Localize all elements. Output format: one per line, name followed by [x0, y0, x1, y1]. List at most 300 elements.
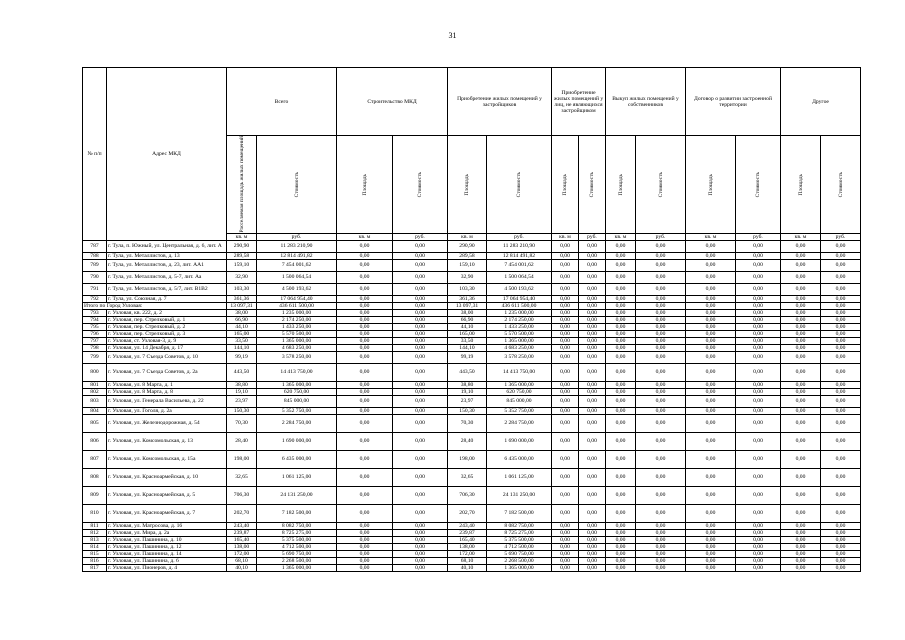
cell-b2: 0,00 [393, 543, 448, 550]
header-sub-2 [337, 136, 393, 234]
cell-zero: 0,00 [781, 344, 821, 351]
cell-area: 198,00 [227, 450, 257, 468]
cell-zero: 0,00 [636, 522, 686, 529]
cell-area: 66,90 [227, 316, 257, 323]
cell-c2: 12 814 491,82 [487, 252, 552, 259]
table-row [83, 388, 861, 395]
cell-zero: 0,00 [781, 486, 821, 504]
table-row [83, 414, 861, 432]
cell-zero: 0,00 [552, 414, 579, 432]
cell-c2: 845 000,00 [487, 395, 552, 407]
cell-zero: 0,00 [821, 344, 861, 351]
header-sub-label: Стоимость [293, 171, 300, 197]
cell-n: 789 [83, 259, 107, 271]
cell-zero: 0,00 [606, 395, 636, 407]
cell-a: г. Узловая, ул. 14 Декабря, д. 17 [107, 344, 227, 351]
cell-zero: 0,00 [781, 240, 821, 252]
header-unit: руб. [257, 233, 337, 240]
cell-zero: 0,00 [781, 337, 821, 344]
cell-a: г. Узловая, пер. Стрелковый, д. 3 [107, 330, 227, 337]
cell-cost: 8 082 750,00 [257, 522, 337, 529]
cell-zero: 0,00 [552, 240, 579, 252]
cell-b1: 0,00 [337, 271, 393, 283]
cell-c1: 706,30 [448, 486, 487, 504]
cell-zero: 0,00 [821, 252, 861, 259]
cell-zero: 0,00 [781, 557, 821, 564]
cell-c1: 32,65 [448, 468, 487, 486]
cell-zero: 0,00 [821, 302, 861, 309]
cell-zero: 0,00 [781, 550, 821, 557]
table-row [83, 550, 861, 557]
header-unit: кв. м [686, 233, 736, 240]
cell-zero: 0,00 [736, 259, 781, 271]
cell-zero: 0,00 [821, 295, 861, 302]
cell-zero: 0,00 [579, 486, 606, 504]
cell-zero: 0,00 [552, 486, 579, 504]
cell-zero: 0,00 [821, 388, 861, 395]
cell-a: г. Узловая, пер. Стрелковый, д. 2 [107, 323, 227, 330]
cell-c2: 11 283 210,90 [487, 240, 552, 252]
cell-zero: 0,00 [552, 302, 579, 309]
header-unit: кв. м [337, 233, 393, 240]
cell-zero: 0,00 [606, 344, 636, 351]
cell-zero: 0,00 [606, 536, 636, 543]
cell-c2: 5 690 750,00 [487, 550, 552, 557]
cell-cost: 1 690 000,00 [257, 432, 337, 450]
cell-b1: 0,00 [337, 283, 393, 295]
cell-zero: 0,00 [579, 522, 606, 529]
cell-b2: 0,00 [393, 351, 448, 363]
cell-a: г. Узловая, ул. Пашинина, д. 10 [107, 536, 227, 543]
cell-zero: 0,00 [736, 432, 781, 450]
cell-c2: 620 750,00 [487, 388, 552, 395]
cell-zero: 0,00 [606, 330, 636, 337]
cell-zero: 0,00 [686, 323, 736, 330]
cell-a: г. Узловая, пер. Стрелковый, д. 1 [107, 316, 227, 323]
cell-zero: 0,00 [781, 468, 821, 486]
cell-zero: 0,00 [736, 564, 781, 571]
header-sub-label: Стоимость [516, 171, 522, 197]
cell-b1: 0,00 [337, 536, 393, 543]
cell-zero: 0,00 [821, 363, 861, 381]
cell-cost: 845 000,00 [257, 395, 337, 407]
table-row [83, 283, 861, 295]
cell-c1: 198,00 [448, 450, 487, 468]
cell-n: 795 [83, 323, 107, 330]
cell-c1: 239,87 [448, 529, 487, 536]
cell-zero: 0,00 [606, 302, 636, 309]
cell-zero: 0,00 [736, 450, 781, 468]
cell-c2: 2 268 500,00 [487, 557, 552, 564]
cell-a: г. Тула, ул. Металлистов, д. 5/7, лит. В1В2 [107, 283, 227, 295]
header-sub-13 [821, 136, 861, 234]
cell-zero: 0,00 [821, 468, 861, 486]
cell-b1: 0,00 [337, 414, 393, 432]
header-num: № п/п [83, 68, 107, 241]
cell-area: 40,10 [227, 564, 257, 571]
cell-zero: 0,00 [579, 450, 606, 468]
cell-n: 802 [83, 388, 107, 395]
cell-area: 243,40 [227, 522, 257, 529]
cell-zero: 0,00 [552, 344, 579, 351]
table-row [83, 240, 861, 252]
cell-zero: 0,00 [821, 543, 861, 550]
cell-zero: 0,00 [579, 309, 606, 316]
cell-zero: 0,00 [736, 468, 781, 486]
cell-a: г. Узловая, ул. 7 Съезда Советов, д. 2а [107, 363, 227, 381]
cell-zero: 0,00 [736, 522, 781, 529]
header-sub-label: Площадь [617, 173, 624, 195]
cell-zero: 0,00 [579, 564, 606, 571]
cell-b2: 0,00 [393, 330, 448, 337]
cell-b2: 0,00 [393, 414, 448, 432]
cell-zero: 0,00 [686, 564, 736, 571]
cell-zero: 0,00 [821, 395, 861, 407]
cell-n: 803 [83, 395, 107, 407]
cell-b1: 0,00 [337, 529, 393, 536]
cell-zero: 0,00 [736, 388, 781, 395]
cell-c2: 4 500 193,62 [487, 283, 552, 295]
cell-zero: 0,00 [636, 550, 686, 557]
cell-zero: 0,00 [821, 330, 861, 337]
cell-n: 813 [83, 536, 107, 543]
cell-b1: 0,00 [337, 309, 393, 316]
cell-zero: 0,00 [552, 450, 579, 468]
table-row [83, 271, 861, 283]
table-row [83, 252, 861, 259]
cell-b1: 0,00 [337, 550, 393, 557]
cell-zero: 0,00 [552, 309, 579, 316]
cell-zero: 0,00 [821, 432, 861, 450]
cell-zero: 0,00 [579, 550, 606, 557]
cell-cost: 11 283 210,90 [257, 240, 337, 252]
cell-b2: 0,00 [393, 259, 448, 271]
cell-c1: 159,10 [448, 259, 487, 271]
cell-b2: 0,00 [393, 564, 448, 571]
cell-b1: 0,00 [337, 330, 393, 337]
cell-zero: 0,00 [636, 529, 686, 536]
cell-zero: 0,00 [686, 309, 736, 316]
cell-c2: 1 433 250,00 [487, 323, 552, 330]
cell-c1: 38,80 [448, 381, 487, 388]
cell-zero: 0,00 [552, 381, 579, 388]
cell-zero: 0,00 [579, 302, 606, 309]
header-unit: кв. м [606, 233, 636, 240]
cell-b1: 0,00 [337, 522, 393, 529]
cell-zero: 0,00 [606, 564, 636, 571]
header-group-developers: Приобретение жилых помещений у застройщиков [448, 68, 552, 136]
cell-zero: 0,00 [606, 543, 636, 550]
cell-zero: 0,00 [781, 283, 821, 295]
cell-zero: 0,00 [821, 323, 861, 330]
cell-area: 239,87 [227, 529, 257, 536]
cell-zero: 0,00 [821, 522, 861, 529]
cell-zero: 0,00 [736, 252, 781, 259]
cell-zero: 0,00 [821, 271, 861, 283]
cell-zero: 0,00 [781, 309, 821, 316]
cell-a: г. Узловая, ул. Красноармейская, д. 10 [107, 468, 227, 486]
cell-zero: 0,00 [552, 295, 579, 302]
header-unit: руб. [487, 233, 552, 240]
cell-area: 138,00 [227, 543, 257, 550]
cell-area: 159,10 [227, 259, 257, 271]
cell-c1: 44,10 [448, 323, 487, 330]
cell-cost: 12 814 491,82 [257, 252, 337, 259]
cell-n: 817 [83, 564, 107, 571]
cell-zero: 0,00 [606, 529, 636, 536]
cell-c2: 436 611 500,00 [487, 302, 552, 309]
cell-zero: 0,00 [821, 564, 861, 571]
header-unit: кв. м [448, 233, 487, 240]
cell-zero: 0,00 [552, 363, 579, 381]
cell-b2: 0,00 [393, 388, 448, 395]
table-row [83, 323, 861, 330]
cell-a: г. Узловая, ул. Пашинина, д. 6 [107, 557, 227, 564]
cell-area: 13 097,31 [227, 302, 257, 309]
cell-cost: 2 174 250,00 [257, 316, 337, 323]
cell-n: 797 [83, 337, 107, 344]
header-sub-11 [736, 136, 781, 234]
header-sub-label: Стоимость [657, 171, 664, 197]
cell-c1: 33,50 [448, 337, 487, 344]
cell-cost: 1 235 000,00 [257, 309, 337, 316]
cell-zero: 0,00 [736, 271, 781, 283]
cell-zero: 0,00 [552, 536, 579, 543]
cell-c2: 17 064 954,40 [487, 295, 552, 302]
cell-b1: 0,00 [337, 252, 393, 259]
cell-a: г. Узловая, ул. Железнодорожная, д. 54 [107, 414, 227, 432]
cell-b1: 0,00 [337, 557, 393, 564]
header-sub-1 [257, 136, 337, 234]
cell-c2: 2 174 250,00 [487, 316, 552, 323]
cell-cost: 8 725 275,00 [257, 529, 337, 536]
header-sub-label: Площадь [797, 173, 804, 195]
cell-c1: 150,30 [448, 407, 487, 414]
cell-zero: 0,00 [781, 259, 821, 271]
cell-zero: 0,00 [579, 351, 606, 363]
cell-c2: 7 182 500,00 [487, 504, 552, 522]
cell-zero: 0,00 [821, 283, 861, 295]
cell-cost: 436 611 500,00 [257, 302, 337, 309]
header-unit: руб. [393, 233, 448, 240]
cell-zero: 0,00 [552, 395, 579, 407]
cell-a: г. Узловая, ул. Мира, д. 2а [107, 529, 227, 536]
cell-n: 801 [83, 381, 107, 388]
cell-c1: 138,00 [448, 543, 487, 550]
cell-zero: 0,00 [579, 529, 606, 536]
cell-zero: 0,00 [821, 504, 861, 522]
cell-zero: 0,00 [579, 388, 606, 395]
cell-a: г. Узловая, ул. 8 Марта, д. 1 [107, 381, 227, 388]
cell-zero: 0,00 [606, 240, 636, 252]
cell-zero: 0,00 [606, 450, 636, 468]
cell-zero: 0,00 [781, 564, 821, 571]
cell-zero: 0,00 [781, 529, 821, 536]
cell-zero: 0,00 [579, 395, 606, 407]
cell-zero: 0,00 [736, 309, 781, 316]
cell-c1: 289,58 [448, 252, 487, 259]
cell-cost: 1 365 000,00 [257, 381, 337, 388]
cell-a: г. Узловая, ул. Гоголя, д. 2а [107, 407, 227, 414]
cell-c1: 202,70 [448, 504, 487, 522]
header-sub-0 [227, 136, 257, 234]
cell-zero: 0,00 [781, 536, 821, 543]
cell-cost: 7 454 001,62 [257, 259, 337, 271]
cell-b2: 0,00 [393, 407, 448, 414]
cell-zero: 0,00 [686, 529, 736, 536]
cell-zero: 0,00 [781, 295, 821, 302]
cell-area: 28,40 [227, 432, 257, 450]
cell-zero: 0,00 [781, 316, 821, 323]
page-number: 31 [448, 31, 457, 40]
cell-cost: 1 500 064,54 [257, 271, 337, 283]
cell-zero: 0,00 [636, 259, 686, 271]
header-group-construction: Строительство МКД [337, 68, 448, 136]
cell-b1: 0,00 [337, 486, 393, 504]
cell-zero: 0,00 [636, 240, 686, 252]
cell-zero: 0,00 [636, 344, 686, 351]
cell-cost: 1 061 125,00 [257, 468, 337, 486]
header-group-other: Другое [781, 68, 861, 136]
cell-c1: 68,10 [448, 557, 487, 564]
cell-zero: 0,00 [781, 432, 821, 450]
cell-a: г. Узловая, ул. Пашинина, д. 12 [107, 543, 227, 550]
cell-zero: 0,00 [552, 351, 579, 363]
cell-zero: 0,00 [736, 381, 781, 388]
cell-b2: 0,00 [393, 381, 448, 388]
cell-zero: 0,00 [686, 283, 736, 295]
table-row [83, 432, 861, 450]
cell-b2: 0,00 [393, 344, 448, 351]
cell-zero: 0,00 [686, 363, 736, 381]
cell-area: 38,00 [227, 309, 257, 316]
cell-zero: 0,00 [736, 295, 781, 302]
cell-zero: 0,00 [579, 344, 606, 351]
cell-cost: 1 433 250,00 [257, 323, 337, 330]
cell-zero: 0,00 [781, 504, 821, 522]
cell-area: 33,50 [227, 337, 257, 344]
cell-zero: 0,00 [579, 337, 606, 344]
cell-b1: 0,00 [337, 337, 393, 344]
cell-b1: 0,00 [337, 395, 393, 407]
header-unit: руб. [736, 233, 781, 240]
cell-zero: 0,00 [606, 283, 636, 295]
cell-zero: 0,00 [821, 529, 861, 536]
cell-c2: 1 365 000,00 [487, 564, 552, 571]
table-row [83, 543, 861, 550]
cell-zero: 0,00 [636, 407, 686, 414]
cell-zero: 0,00 [552, 432, 579, 450]
cell-c2: 7 454 001,62 [487, 259, 552, 271]
cell-zero: 0,00 [686, 316, 736, 323]
cell-zero: 0,00 [636, 323, 686, 330]
cell-n: 815 [83, 550, 107, 557]
cell-b2: 0,00 [393, 450, 448, 468]
cell-n: 787 [83, 240, 107, 252]
header-unit: кв. м [227, 233, 257, 240]
cell-zero: 0,00 [636, 564, 686, 571]
cell-zero: 0,00 [636, 309, 686, 316]
cell-b2: 0,00 [393, 309, 448, 316]
table-body [83, 240, 861, 571]
cell-b2: 0,00 [393, 323, 448, 330]
cell-zero: 0,00 [686, 407, 736, 414]
cell-zero: 0,00 [606, 309, 636, 316]
table-row [83, 536, 861, 543]
cell-zero: 0,00 [821, 536, 861, 543]
table-row [83, 522, 861, 529]
cell-zero: 0,00 [636, 295, 686, 302]
cell-zero: 0,00 [686, 414, 736, 432]
cell-zero: 0,00 [781, 414, 821, 432]
cell-c1: 38,00 [448, 309, 487, 316]
cell-zero: 0,00 [781, 330, 821, 337]
cell-a: г. Узловая, ул. Комсомольская, д. 13 [107, 432, 227, 450]
cell-zero: 0,00 [686, 351, 736, 363]
cell-zero: 0,00 [686, 395, 736, 407]
cell-zero: 0,00 [781, 363, 821, 381]
cell-b2: 0,00 [393, 395, 448, 407]
cell-n: 808 [83, 468, 107, 486]
cell-zero: 0,00 [636, 432, 686, 450]
cell-zero: 0,00 [636, 388, 686, 395]
cell-c1: 290,90 [448, 240, 487, 252]
cell-zero: 0,00 [552, 337, 579, 344]
cell-b1: 0,00 [337, 450, 393, 468]
cell-zero: 0,00 [606, 388, 636, 395]
cell-zero: 0,00 [821, 381, 861, 388]
cell-area: 70,30 [227, 414, 257, 432]
cell-cost: 17 064 954,40 [257, 295, 337, 302]
cell-cost: 14 413 750,00 [257, 363, 337, 381]
cell-zero: 0,00 [606, 351, 636, 363]
cell-n: 805 [83, 414, 107, 432]
cell-zero: 0,00 [606, 252, 636, 259]
cell-zero: 0,00 [781, 407, 821, 414]
cell-cost: 4 683 250,00 [257, 344, 337, 351]
table-row [83, 337, 861, 344]
cell-zero: 0,00 [606, 557, 636, 564]
cell-zero: 0,00 [686, 259, 736, 271]
cell-zero: 0,00 [552, 522, 579, 529]
cell-cost: 5 352 750,00 [257, 407, 337, 414]
cell-zero: 0,00 [606, 323, 636, 330]
table-row [83, 486, 861, 504]
cell-zero: 0,00 [781, 351, 821, 363]
cell-zero: 0,00 [736, 240, 781, 252]
table-row [83, 295, 861, 302]
cell-a: г. Узловая, ул. Красноармейская, д. 7 [107, 504, 227, 522]
cell-zero: 0,00 [579, 283, 606, 295]
header-sub-5 [487, 136, 552, 234]
cell-zero: 0,00 [606, 550, 636, 557]
cell-zero: 0,00 [736, 316, 781, 323]
cell-zero: 0,00 [736, 302, 781, 309]
cell-zero: 0,00 [579, 543, 606, 550]
header-sub-3 [393, 136, 448, 234]
header-sub-label: Стоимость [755, 171, 761, 197]
cell-zero: 0,00 [606, 363, 636, 381]
cell-zero: 0,00 [686, 450, 736, 468]
cell-c2: 1 365 000,00 [487, 337, 552, 344]
header-unit: кв. м [552, 233, 579, 240]
cell-zero: 0,00 [579, 557, 606, 564]
cell-b2: 0,00 [393, 252, 448, 259]
cell-c1: 19,10 [448, 388, 487, 395]
cell-n: 810 [83, 504, 107, 522]
cell-b1: 0,00 [337, 240, 393, 252]
cell-area: 165,40 [227, 536, 257, 543]
